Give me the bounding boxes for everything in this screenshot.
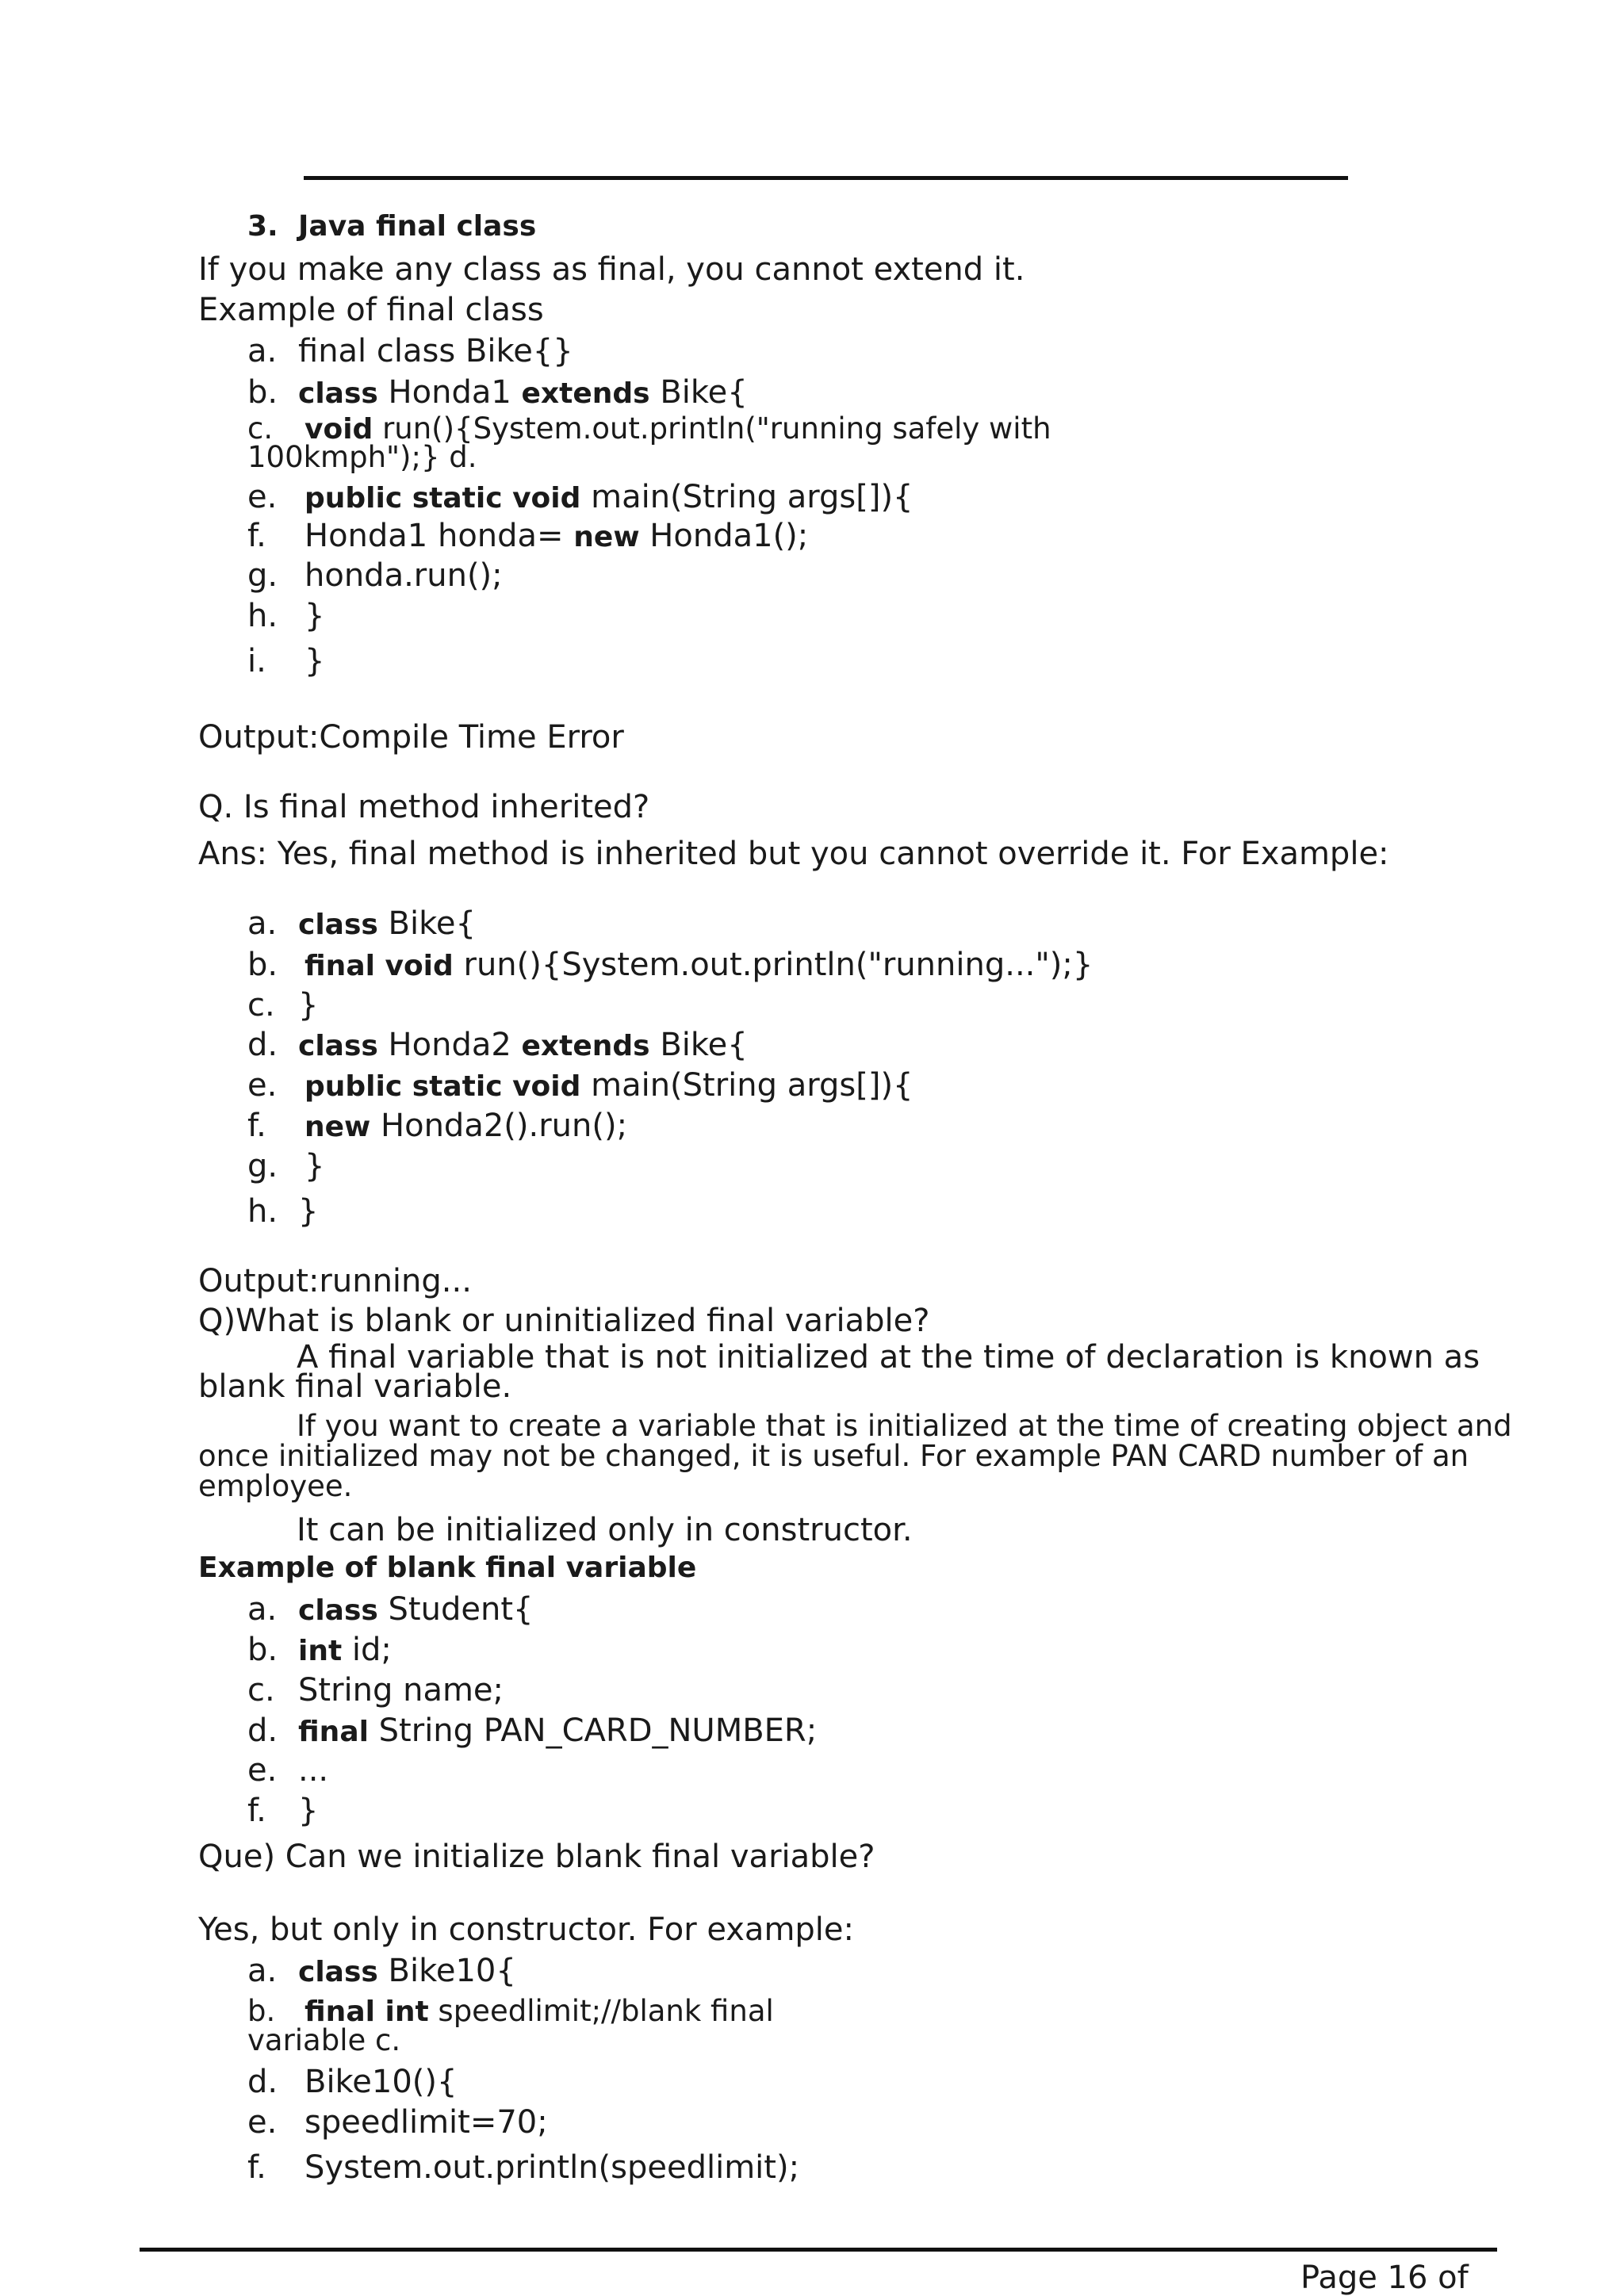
section-heading: 3. Java final class [247,210,537,243]
code-line: e. ... [247,1752,329,1789]
intro-line: Example of final class [198,292,544,328]
code-line: f. } [247,1793,319,1829]
answer: Ans: Yes, final method is inherited but you cannot override it. For Example: [198,836,1389,872]
paragraph-line: blank final variable. [198,1368,512,1405]
code-line: d. final String PAN_CARD_NUMBER; [247,1712,818,1749]
code-line: b. class Honda1 extends Bike{ [247,374,748,411]
header-rule [304,176,1348,180]
intro-line: If you make any class as final, you cannot extend it. [198,251,1025,288]
code-line: f. Honda1 honda= new Honda1(); [247,518,809,554]
code-line: b. final void run(){System.out.println("running...");} [247,947,1094,983]
question: Que) Can we initialize blank final variable? [198,1839,875,1875]
footer-rule [140,2248,1497,2252]
code-line: c. String name; [247,1672,504,1709]
code-line: b. final int speedlimit;//blank final [247,1994,774,2028]
paragraph-line: If you want to create a variable that is initialized at the time of creating object and [297,1409,1512,1443]
code-line: a. final class Bike{} [247,333,573,369]
output-text: Output:Compile Time Error [198,719,624,756]
code-line: d. class Honda2 extends Bike{ [247,1027,748,1063]
code-line: e. speedlimit=70; [247,2104,548,2141]
question: Q)What is blank or uninitialized final variable? [198,1303,930,1339]
code-line: a. class Bike{ [247,905,476,942]
code-line: a. class Bike10{ [247,1953,516,1989]
code-line: g. honda.run(); [247,557,503,594]
code-line: i. } [247,643,325,679]
code-line: e. public static void main(String args[]){ [247,1067,914,1104]
answer: Yes, but only in constructor. For example: [198,1911,854,1948]
page-number: Page 16 of [1300,2260,1469,2296]
paragraph-line: It can be initialized only in constructor. [297,1512,913,1548]
code-line: h. } [247,598,325,634]
code-line: e. public static void main(String args[]){ [247,479,914,515]
code-line: b. int id; [247,1632,392,1668]
code-line-continuation: 100kmph");} d. [247,440,477,474]
output-text: Output:running... [198,1263,472,1299]
paragraph-line: A final variable that is not initialized at the time of declaration is known as [297,1339,1480,1376]
code-line: h. } [247,1193,319,1230]
question: Q. Is final method inherited? [198,789,650,825]
code-line: d. Bike10(){ [247,2064,458,2100]
code-line-continuation: variable c. [247,2023,401,2057]
code-line: f. System.out.println(speedlimit); [247,2149,800,2186]
paragraph-line: once initialized may not be changed, it is useful. For example PAN CARD number of an [198,1439,1469,1473]
example-heading: Example of blank final variable [198,1552,697,1584]
code-line: f. new Honda2().run(); [247,1108,628,1144]
code-line: c. void run(){System.out.println("running safely with [247,411,1051,446]
code-line: g. } [247,1148,325,1184]
code-line: a. class Student{ [247,1591,534,1628]
paragraph-line: employee. [198,1469,353,1503]
code-line: c. } [247,987,319,1024]
